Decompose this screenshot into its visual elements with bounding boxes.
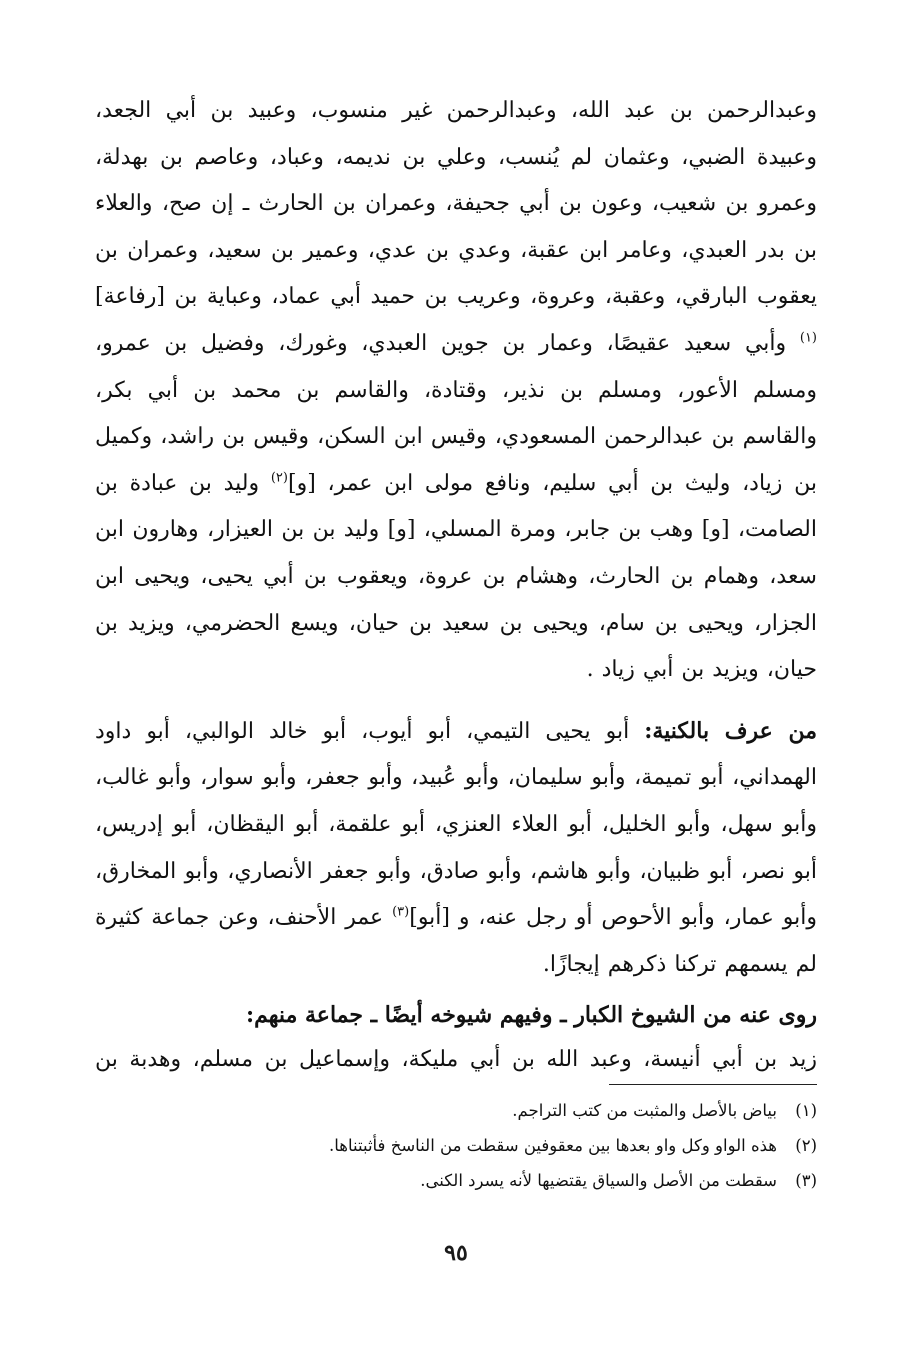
footnote-number: (٢) bbox=[795, 1136, 817, 1156]
footnote-text: هذه الواو وكل واو بعدها بين معقوفين سقطت من الناسخ فأثبتناها. bbox=[329, 1136, 777, 1156]
paragraph-students: زيد بن أبي أنيسة، وعبد الله بن أبي مليكة، وإسماعيل بن مسلم، وهدبة بن bbox=[95, 1047, 817, 1073]
paragraph-text: وعبدالرحمن بن عبد الله، وعبدالرحمن غير منسوب، وعبيد بن أبي الجعد، وعبيدة الضبي، وعثمان لم يُنسب، وعلي بن نديمه، وعباد، وعاصم بن بهدلة، وعمرو بن شعيب، وعون بن أبي جحيفة، وعمران بن الحارث ـ إن صح، والعلاء بن بدر العبدي، وعامر ابن عقبة، وعدي بن عدي، وعمير بن سعيد، وعمران بن يعقوب البارقي، وعقبة، وعروة، وعريب بن حميد أبي عماد، وعباية بن [رفاعة] bbox=[95, 98, 818, 310]
section-heading-students: روى عنه من الشيوخ الكبار ـ وفيهم شيوخه أيضًا ـ جماعة منهم: bbox=[246, 1002, 817, 1029]
paragraph-text: أبو يحيى التيمي، أبو أيوب، أبو خالد الوالبي، أبو داود الهمداني، أبو تميمة، وأبو سليمان، وأبو عُبيد، وأبو جعفر، وأبو سوار، وأبو غالب، وأبو سهل، وأبو الخليل، أبو العلاء العنزي، أبو علقمة، أبو اليقظان، أبو إدريس، أبو نصر، أبو ظبيان، وأبو هاشم، وأبو صادق، وأبو جعفر الأنصاري، وأبو المخارق، وأبو عمار، وأبو الأحوص أو رجل عنه، و [أبو] bbox=[95, 718, 817, 931]
footnote-3 bbox=[95, 1163, 817, 1198]
footnote-text: سقطت من الأصل والسياق يقتضيها لأنه يسرد الكنى. bbox=[420, 1171, 777, 1191]
paragraph-text: وليد بن عبادة بن الصامت، [و] وهب بن جابر، ومرة المسلي، [و] وليد بن بن العيزار، وهارون ابن سعد، وهمام بن الحارث، وهشام بن عروة، ويعقوب بن أبي يحيى، ويحيى ابن الجزار، ويحيى بن سام، ويحيى بن سعيد بن حيان، ويسع الحضرمي، ويزيد بن حيان، ويزيد بن أبي زياد . bbox=[95, 470, 817, 683]
footnote-number: (٣) bbox=[795, 1171, 817, 1191]
paragraph-text: وأبي سعيد عقيصًا، وعمار بن جوين العبدي، وغورك، وفضيل بن عمرو، ومسلم الأعور، ومسلم بن نذير، وقتادة، والقاسم بن محمد بن أبي بكر، والقاسم بن عبدالرحمن المسعودي، وقيس ابن السكن، وقيس بن راشد، وكميل بن زياد، وليث بن أبي سليم، ونافع مولى ابن عمر، [و] bbox=[95, 330, 817, 496]
footnote-marker-3: (٣) bbox=[392, 904, 410, 920]
section-lead-kunya: من عرف بالكنية: bbox=[644, 717, 817, 744]
footnote-1 bbox=[95, 1093, 817, 1128]
footnote-divider bbox=[609, 1084, 817, 1085]
footnotes bbox=[95, 1093, 817, 1198]
page-number: ٩٥ bbox=[444, 1240, 468, 1266]
paragraph-text: عمر الأحنف، وعن جماعة كثيرة لم يسمهم تركنا ذكرهم إيجازًا. bbox=[95, 905, 817, 977]
footnote-marker-2: (٢) bbox=[270, 470, 288, 486]
footnote-2 bbox=[95, 1128, 817, 1163]
page-content bbox=[95, 88, 817, 1198]
paragraph-kunya bbox=[95, 708, 817, 989]
footnote-marker-1: (١) bbox=[799, 330, 817, 346]
paragraph-narrators bbox=[95, 88, 817, 694]
footnote-number: (١) bbox=[795, 1101, 817, 1121]
footnote-text: بياض بالأصل والمثبت من كتب التراجم. bbox=[512, 1101, 777, 1121]
